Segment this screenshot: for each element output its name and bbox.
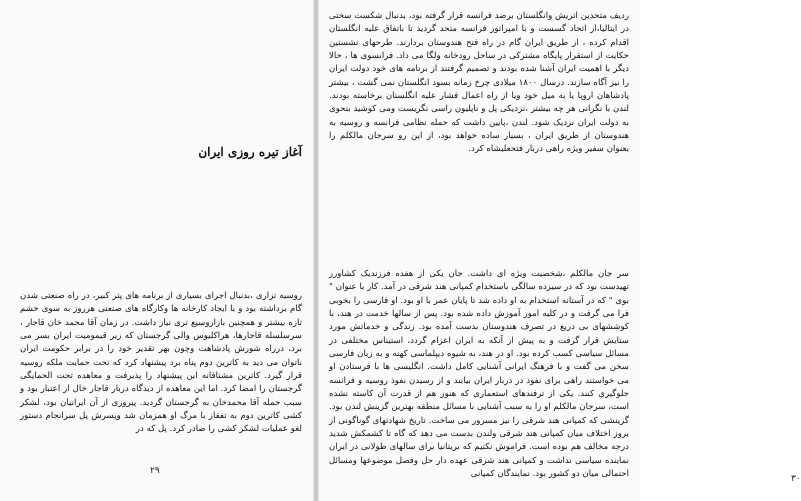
- left-page-body: [20, 290, 302, 456]
- right-page-number: ۳۰: [791, 474, 801, 484]
- left-page-number: ۲۹: [150, 466, 160, 476]
- right-page-paragraph-block-1: [329, 10, 629, 266]
- right-page: [319, 0, 801, 501]
- right-page-paragraph-block-2: [329, 268, 629, 480]
- left-page: [0, 0, 313, 501]
- left-paragraph-1: روسیه تزاری ،بدنبال اجرای بسیاری از برنامه های پتر کبیر، در راه صنعتی شدن گام برداشته بود و با ایجاد کارخانه ها وکارگاه های صنعتی هرروز به سوی خشم تازه بیشتر و همچنین بازاروسیع تری نیاز داشت. در زمان آقا محمد خان قاجار ، سرسلسله قاجارها، هراکلیوس والی گرجستان که زیر قیمومیت ایران بسر می برد، درراه شورش پادشاهت وچون بهر تقدیر خود را در برابر حکومت ایران ناتوان می دید به کاترین دوم پناه برد پیشنهاد کرد که تحت حمایت ملکه روسیه قرار گیرد. کاترین مشتاقانه این پیشنهاد را پذیرفت و معاهده تحت الحمایگی گرجستان را امضا کرد. اما این معاهده از دیدگاه دربار قاجار خال از اعتبار بود و سبب حمله آقا محمدخان به گرجستان گردید. پیروزی از آن ایرانیان بود، لشکر کشی کاترین دوم به تفقاز با مرگ او همزمان شد وپسرش پل سرانجام دستور لغو عملیات لشکر کشی را صادر کرد. پل که در: [20, 291, 302, 435]
- right-paragraph-1: ردیف متحدین اتریش وانگلستان برضد فرانسه قرار گرفته بود، بدنبال شکست سختی در ایتالیا،از اتحاد گسست و با امپراتور فرانسه متحد گردید تا باتفاق علیه انگلستان اقدام کرده ، از طریق ایران گام در راه فتح هندوستان بردارند. طرحهای نشستین حکایت از استقرار پایگاه مشترکی در ساحل رودخانه ولگا می داد. فرانسوی ها ، حالا دیگر با اهمیت ایران آشنا شده بودند و تصمیم گرفتند از برنامه های خود دولت ایران را نیز آگاه سازند. درسال ۱۸۰۰ میلادی چرخ زمانه بسود انگلستان نمی گشت ، بیشتر پادشاهان اروپا یا به میل خود ویا از راه اعمال فشار علیه انگلستان برخاسته بودند. لندن با نگرانی هر چه بیشتر ،نزدیکی پل و ناپلیون راسی نگریست ومی کوشید بنحوی به دولت ایران نزدیک شود. لندن ،پایین داشت که حمله نظامی فرانسه و روسیه به هندوستان از طریق ایران ، بسیار ساده خواهد بود، از این رو سرجان مالکلم را بعنوان سفیر ویژه راهی دربار فتحعلیشاه کرد.: [329, 11, 629, 155]
- right-paragraph-2: سر جان مالکلم ،شخصیت ویژه ای داشت. جان یکی از هفده فرزندیک کشاورز تهیدست بود که در سیزده سالگی باستخدام کمپانی هند شرقی در آمد. کار با عنوان " بوی " که در آستانه استخدام به او داده شد تا پایان عمر با او بود. او فارسی را بخوبی فرا می گرفت و در کلیه امور آموزش داده شده بود. پس از سالها خدمت در هند، با کوششهای بی دریغ در تصرف هندوستان بدست آمده بود. زندگی و خدماتش مورد ستایش قرار گرفت و به پیش از آنکه به ایران اعزام گردد، استیناس مختلفی در مسائل سیاسی کسب کرده بود. او در هند، به شیوه دیپلماسی کهنه و به زبان فارسی سخن می گفت و با فرهنگ ایرانی آشنایی کامل داشت. انگلیسی ها با فرستادن او می خواستند راهی برای نفوذ در دربار ایران بیابند و از رسیدن نفوذ روسیه و فرانسه جلوگیری کنند. یکی از ترفندهای استعماری که هنوز هم از قدرت آن کاسته نشده است، سرجان مالکلم او را به سبب آشنایی با مسائل منطقه بهترین گزینش لندن بود. گزینشی که کمپانی هند شرقی را نیز مسرور می ساخت. تاریخ شهادتهای گوناگونی از بروز اختلاف میان کمپانی هند شرقی ولندن بدست می دهد که گاه تا کشمکش شدید درجه مخالف هم بوده است. فراموش نکنیم که بریتانیا برای سالهای طولانی در ایران نماینده سیاسی نداشت و کمپانی هند شرقی عهده دار حل وفصل موضوعها ومسائل احتمالی میان دو کشور بود. نمایندگان کمپانی: [329, 269, 629, 480]
- chapter-title: آغاز تیره روزی ایران: [198, 145, 302, 159]
